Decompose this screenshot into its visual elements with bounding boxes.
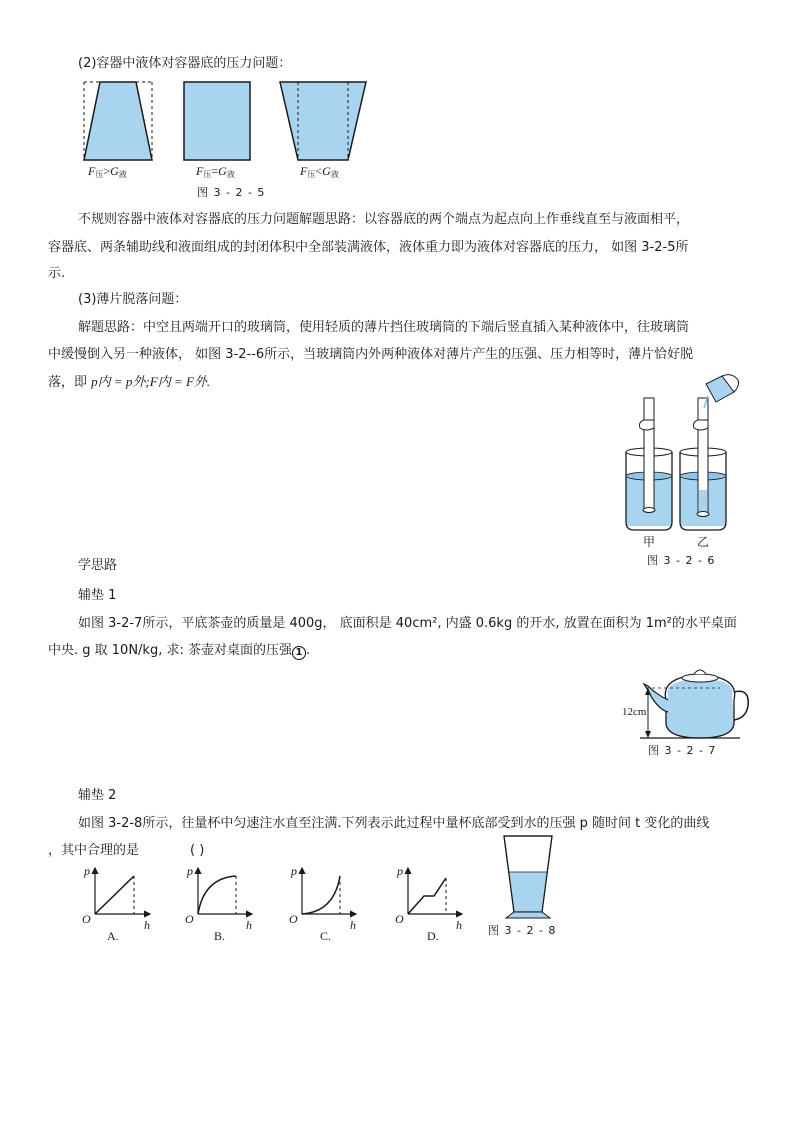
fudian2-title: 辅垫 2 — [78, 788, 117, 803]
graph-a — [95, 868, 150, 914]
question-number-circle: 1 — [292, 646, 306, 660]
label-jia: 甲 — [643, 535, 656, 549]
section2-para-line3: 示. — [48, 266, 66, 281]
label-f-greater-g: $F_压>G_液$ — [88, 164, 127, 179]
xuesilu-heading: 学思路 — [78, 558, 118, 573]
graph-c-x-label: h — [350, 918, 356, 932]
fudian1-para-line2: 中央. g 取 10N/kg, 求: 茶壶对桌面的压强 1 . — [48, 643, 311, 658]
graph-b-x-label: h — [246, 918, 252, 932]
section2-para-line1: 不规则容器中液体对容器底的压力问题解题思路：以容器底的两个端点为起点向上作垂线直至与液面相平， — [78, 212, 690, 227]
section3-para-line3: 落，即 p内 = p外;F内 = F外. — [48, 374, 211, 390]
section3-para-line1: 解题思路：中空且两端开口的玻璃筒，使用轻质的薄片挡住玻璃筒的下端后竖直插入某种液体中，往玻璃筒 — [78, 320, 690, 335]
height-label: 12cm — [622, 706, 647, 718]
option-c-label: C. — [320, 929, 332, 943]
caption-3-2-6: 图 3 - 2 - 6 — [647, 554, 716, 567]
graph-c-curve — [302, 876, 340, 914]
section3-para-line2: 中缓慢倒入另一种液体， 如图 3-2--6所示，当玻璃筒内外两种液体对薄片产生的压强、压力相等时，薄片恰好脱 — [48, 347, 694, 362]
section2-heading: (2)容器中液体对容器底的压力问题： — [78, 56, 292, 71]
graph-d-y-label: p — [397, 864, 403, 878]
option-d-label: D. — [427, 929, 439, 943]
graph-c-origin: O — [289, 912, 298, 926]
answer-bracket: ( ) — [190, 843, 205, 858]
graph-b-y-label: p — [187, 864, 193, 878]
graph-d-curve — [408, 878, 446, 914]
label-f-equal-g: $F_压=G_液$ — [196, 164, 235, 179]
caption-3-2-7: 图 3 - 2 - 7 — [648, 744, 717, 757]
label-yi: 乙 — [697, 535, 710, 549]
pressure-formula: p内 = p外;F内 = F外. — [91, 374, 211, 389]
section3-heading: (3)薄片脱落问题： — [78, 292, 188, 307]
graph-d-origin: O — [395, 912, 404, 926]
label-f-less-g: $F_压<G_液$ — [300, 164, 339, 179]
fudian1-para-line1: 如图 3-2-7所示，平底茶壶的质量是 400g， 底面积是 40cm², 内盛 0.6kg 的开水, 放置在面积为 1m²的水平桌面 — [78, 616, 737, 631]
caption-3-2-8: 图 3 - 2 - 8 — [488, 924, 557, 937]
graph-d-x-label: h — [456, 918, 462, 932]
fudian2-para-line2: ，其中合理的是 — [48, 843, 140, 858]
option-b-label: B. — [214, 929, 226, 943]
graph-b-curve — [198, 876, 236, 914]
graph-b — [198, 868, 252, 914]
graph-a-x-label: h — [144, 918, 150, 932]
graph-a-origin: O — [82, 912, 91, 926]
measuring-cup — [504, 836, 552, 918]
graph-a-curve — [95, 876, 134, 914]
fudian1-title: 辅垫 1 — [78, 588, 117, 603]
fudian2-para-line1: 如图 3-2-8所示，往量杯中匀速注水直至注满.下列表示此过程中量杯底部受到水的压强 p 随时间 t 变化的曲线 — [78, 816, 710, 831]
graph-c — [302, 868, 356, 914]
option-a-label: A. — [107, 929, 119, 943]
section2-para-line2: 容器底、两条辅助线和液面组成的封闭体积中全部装满液体，液体重力即为液体对容器底的压力， 如图 3-2-5所 — [48, 240, 689, 255]
graph-a-y-label: p — [84, 864, 90, 878]
caption-3-2-5: 图 3 - 2 - 5 — [197, 186, 266, 199]
graph-d — [408, 868, 462, 914]
graph-c-y-label: p — [291, 864, 297, 878]
graph-b-origin: O — [185, 912, 194, 926]
